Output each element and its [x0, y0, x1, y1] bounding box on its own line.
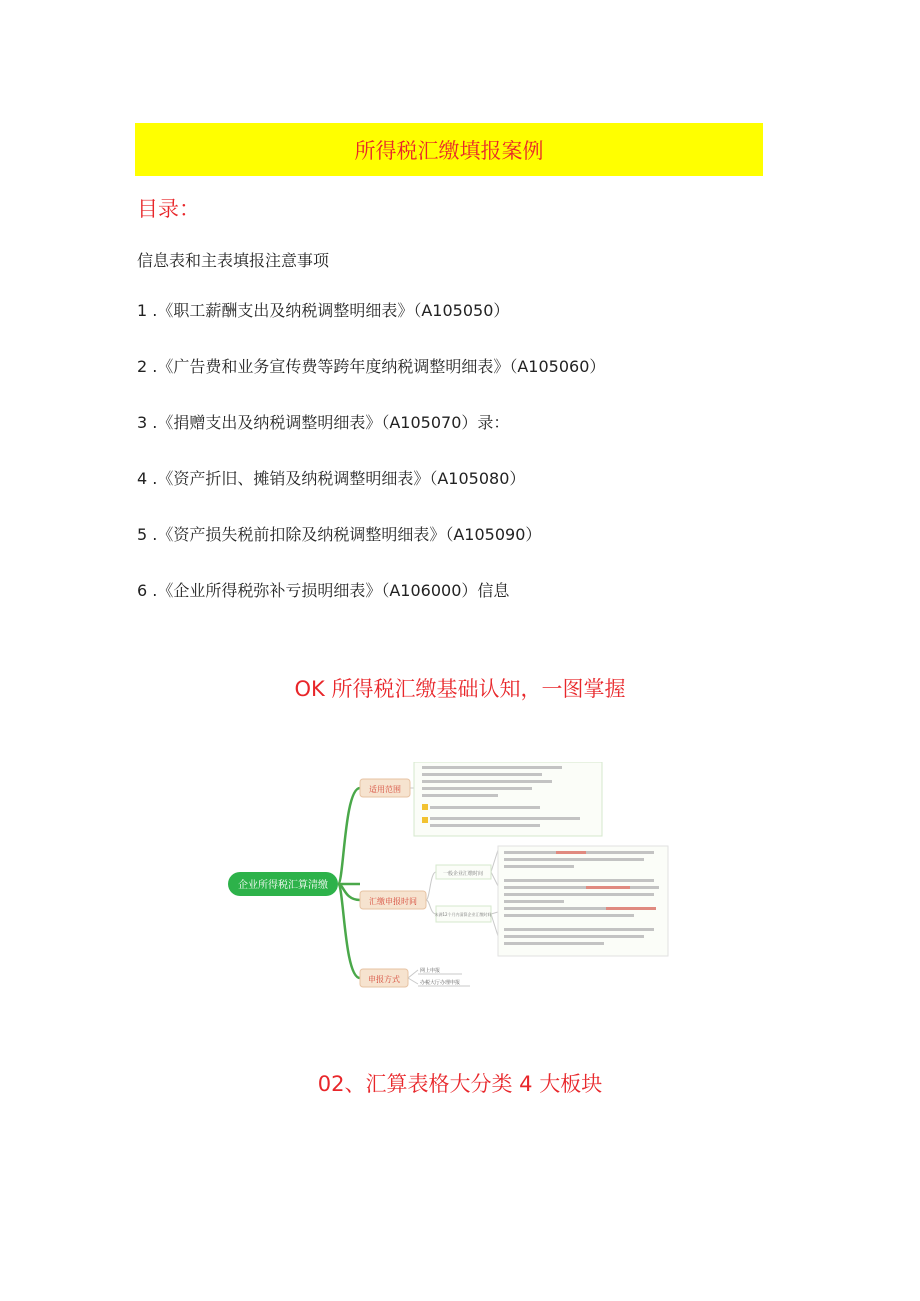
mindmap-diagram	[226, 762, 672, 990]
title-banner	[135, 123, 763, 176]
section-title-1: OK 所得税汇缴基础认知，一图掌握	[294, 677, 626, 701]
mindmap-branch-label: 申报方式	[368, 975, 400, 984]
toc-list	[137, 300, 605, 636]
mindmap-highlight	[586, 886, 630, 889]
toc-item: 3 .《捐赠支出及纳税调整明细表》（A105070）录：	[137, 413, 510, 432]
toc-item: 1 .《职工薪酬支出及纳税调整明细表》（A105050）	[137, 301, 510, 320]
mindmap-highlight	[606, 907, 656, 910]
document-title: 所得税汇缴填报案例	[354, 138, 544, 163]
mindmap-sub-label: 网上申报	[420, 968, 441, 974]
section-title-2: 02、汇算表格大分类 4 大板块	[317, 1072, 603, 1096]
mindmap-sub-label: 一般企业汇缴时间	[442, 871, 484, 877]
mindmap-sub-label: 办税大厅办理申报	[420, 980, 461, 986]
mindmap-bullet-icon	[422, 817, 428, 823]
toc-item: 4 .《资产折旧、摊销及纳税调整明细表》（A105080）	[137, 469, 526, 488]
mindmap-branch-label: 汇缴申报时间	[369, 897, 417, 906]
toc-item: 5 .《资产损失税前扣除及纳税调整明细表》（A105090）	[137, 525, 542, 544]
toc-item: 6 .《企业所得税弥补亏损明细表》（A106000）信息	[137, 581, 510, 600]
mindmap-connectors	[338, 788, 360, 978]
mindmap-sub-label: 未满12个月内清算企业汇缴时间	[434, 912, 492, 917]
toc-heading: 目录：	[137, 197, 200, 221]
mindmap-highlight	[556, 851, 586, 854]
mindmap-image	[226, 762, 672, 990]
mindmap-bullet-icon	[422, 804, 428, 810]
mindmap-branch-label: 适用范围	[369, 785, 401, 794]
toc-item: 2 .《广告费和业务宣传费等跨年度纳税调整明细表》（A105060）	[137, 357, 606, 376]
mindmap-root-label: 企业所得税汇算清缴	[238, 880, 328, 891]
toc-intro: 信息表和主表填报注意事项	[137, 251, 330, 270]
